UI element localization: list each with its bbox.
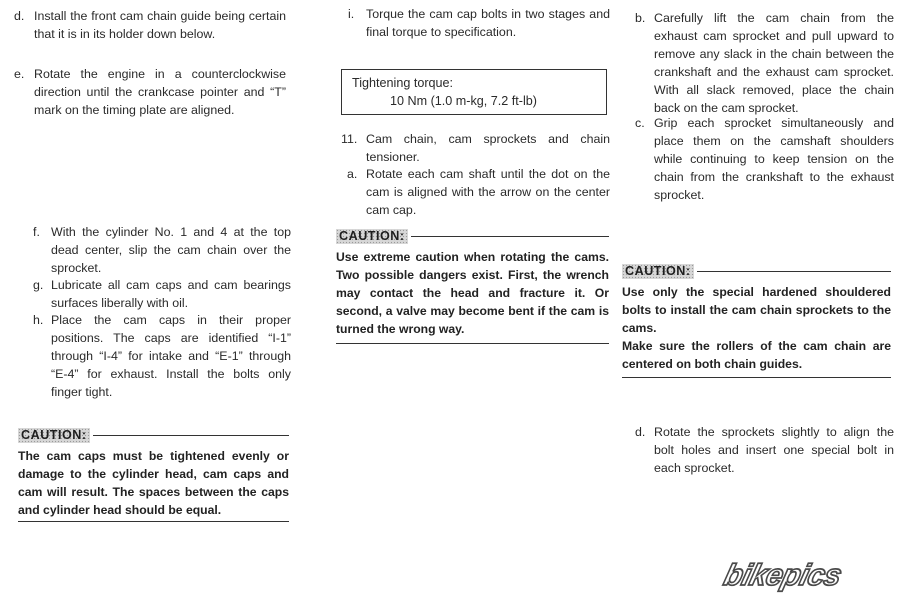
bikepics-logo (684, 558, 876, 594)
step-label: h. (33, 313, 44, 327)
step-f-left (33, 223, 291, 277)
logo-text: bikepics (720, 558, 845, 592)
step-d-left (14, 7, 286, 43)
tightening-torque-box (341, 69, 607, 115)
caution-text: Use extreme caution when rotating the cams. Two possible dangers exist. First, the wrench may contact the head and fracture it. Or second, a valve may become bent if the cam is turned the wrong way. (336, 250, 609, 336)
step-label: d. (14, 9, 25, 23)
caution-rule (93, 435, 289, 436)
step-11-middle (341, 130, 610, 166)
caution-end-rule (18, 521, 289, 522)
step-text: Install the front cam chain guide being certain that it is in its holder down below. (34, 9, 286, 41)
caution-header (622, 264, 891, 279)
caution-middle (336, 229, 609, 344)
step-g-left (33, 276, 291, 312)
step-label: d. (635, 425, 646, 439)
caution-label: CAUTION: (18, 428, 90, 443)
caution-rule (697, 271, 891, 272)
caution-header (336, 229, 609, 244)
step-i-middle (348, 5, 610, 41)
step-label: 11. (341, 132, 358, 146)
step-label: i. (348, 7, 355, 21)
caution-left (18, 428, 289, 522)
caution-header (18, 428, 289, 443)
step-h-left (33, 311, 291, 401)
step-text: Rotate each cam shaft until the dot on the cam is aligned with the arrow on the center cam cap. (366, 167, 610, 217)
step-b-right (635, 9, 894, 117)
caution-text-2: Make sure the rollers of the cam chain are centered on both chain guides. (622, 339, 891, 371)
caution-end-rule (336, 343, 609, 344)
caution-end-rule (622, 377, 891, 378)
step-d-right (635, 423, 894, 477)
caution-text (622, 283, 891, 373)
step-label: e. (14, 67, 25, 81)
step-text: Lubricate all cam caps and cam bearings surfaces liberally with oil. (51, 278, 291, 310)
step-text: Carefully lift the cam chain from the exhaust cam sprocket and pull upward to remove any slack in the chain between the crankshaft and the exhaust cam sprocket. With all slack removed, place the chain back on the cam sprocket. (654, 11, 894, 115)
step-11a-middle (347, 165, 610, 219)
caution-label: CAUTION: (622, 264, 694, 279)
step-label: b. (635, 11, 646, 25)
step-text: Place the cam caps in their proper positions. The caps are identified “I-1” through “I-4” for intake and “E-1” through “E-4” for exhaust. Install the bolts only finger tight. (51, 313, 291, 399)
step-text: Rotate the sprockets slightly to align the bolt holes and insert one special bolt in each sprocket. (654, 425, 894, 475)
step-text: With the cylinder No. 1 and 4 at the top dead center, slip the cam chain over the sprocket. (51, 225, 291, 275)
step-label: g. (33, 278, 44, 292)
step-label: f. (33, 225, 40, 239)
torque-value: 10 Nm (1.0 m-kg, 7.2 ft-lb) (390, 94, 537, 108)
caution-right (622, 264, 891, 378)
step-text: Rotate the engine in a counterclockwise direction until the crankcase pointer and “T” mark on the timing plate are aligned. (34, 67, 286, 117)
step-label: a. (347, 167, 358, 181)
step-e-left (14, 65, 286, 119)
caution-text: The cam caps must be tightened evenly or damage to the cylinder head, cam caps and cam will result. The spaces between the caps and cylinder head should be equal. (18, 449, 289, 517)
caution-label: CAUTION: (336, 229, 408, 244)
step-text: Grip each sprocket simultaneously and place them on the camshaft shoulders while continuing to keep tension on the chain from the crankshaft to the exhaust sprocket. (654, 116, 894, 202)
torque-title: Tightening torque: (352, 76, 454, 90)
step-label: c. (635, 116, 645, 130)
caution-text-1: Use only the special hardened shouldered bolts to install the cam chain sprockets to the cams. (622, 285, 891, 335)
step-text: Cam chain, cam sprockets and chain tensioner. (366, 132, 610, 164)
step-c-right (635, 114, 894, 204)
step-text: Torque the cam cap bolts in two stages and final torque to specification. (366, 7, 610, 39)
caution-rule (411, 236, 609, 237)
